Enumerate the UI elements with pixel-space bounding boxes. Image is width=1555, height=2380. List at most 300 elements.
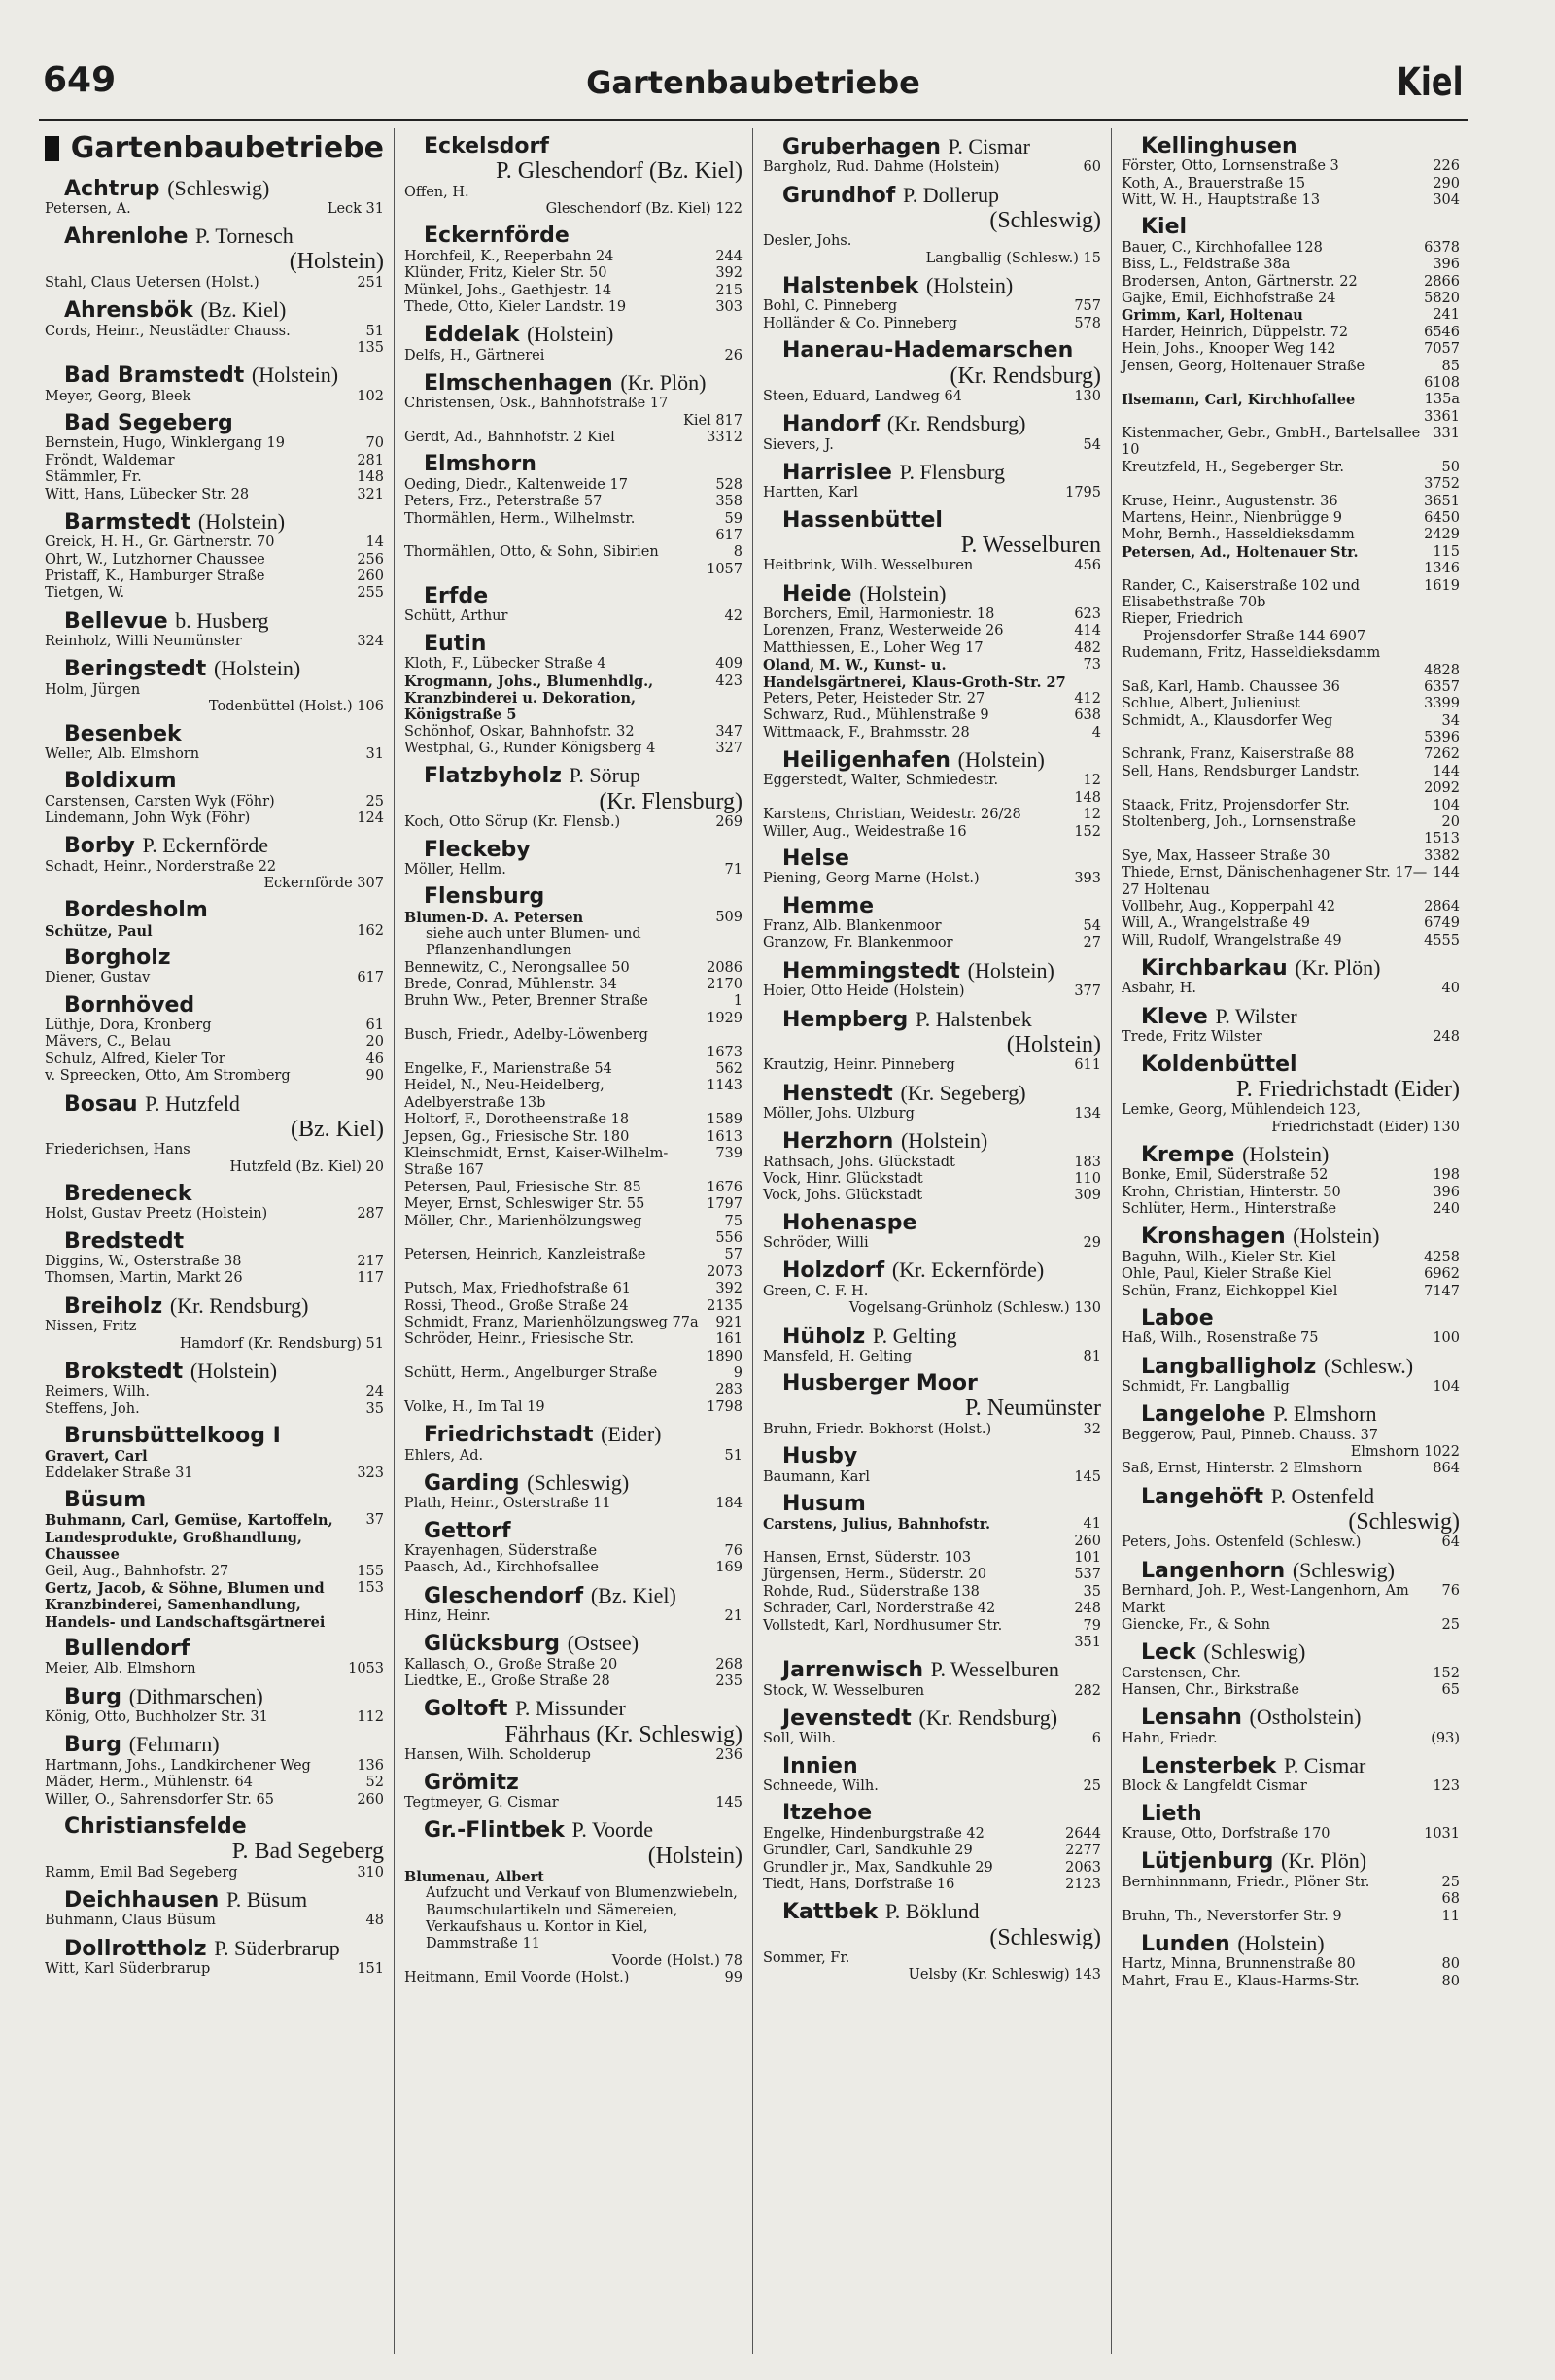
directory-entry [45,1564,384,1580]
entry-name: Lorenzen, Franz, Westerweide 26 [763,623,1004,639]
entry-phone: 35 [365,1400,384,1417]
entry-name: Sell, Hans, Rendsburger Landstr. [1122,763,1360,779]
directory-entry [763,316,1101,332]
entry-phone: 260 [357,1791,384,1808]
directory-entry [45,469,384,486]
entry-name: Mahrt, Frau E., Klaus-Harms-Str. [1122,1973,1360,1989]
entry-name: Rohde, Rud., Süderstraße 138 [763,1583,980,1600]
page-number: 649 [43,60,117,100]
directory-entry [763,1235,1101,1252]
entry-phone: 377 [1074,983,1101,1000]
entry-name: Sievers, J. [763,436,834,453]
directory-entry [45,1512,384,1563]
directory-entry [45,435,384,452]
entry-phone: 392 [715,1281,743,1297]
place-qualifier-line: (Holstein) [1006,1031,1101,1057]
entry-phone: 80 [1441,1973,1460,1989]
place-name: Deichhausen [64,1888,220,1914]
place-qualifier: (Ostsee) [567,1631,639,1656]
entry-phone: 104 [1433,797,1460,813]
entry-name: Schütt, Arthur [404,608,508,625]
entry-phone: 85 [1441,358,1460,374]
directory-entry [1122,1330,1460,1347]
entry-name: Krautzig, Heinr. Pinneberg [763,1057,955,1074]
place-qualifier: (Schlesw.) [1324,1353,1414,1378]
entry-phone: 423 [715,673,743,689]
entry-name: Geil, Aug., Bahnhofstr. 27 [45,1563,229,1579]
directory-entry [1122,899,1460,915]
place-name: Bad Bramstedt [64,363,245,389]
entry-name: Grundler jr., Max, Sandkuhle 29 [763,1859,993,1876]
entry-name: Möller, Johs. Ulzburg [763,1105,915,1121]
entry-phone: 148 [357,469,384,486]
entry-name: Desler, Johs. [763,233,852,250]
place-heading [64,297,384,323]
directory-entry [1122,1428,1460,1444]
directory-entry [1122,460,1460,476]
directory-entry [404,1869,743,1885]
directory-entry [763,558,1101,574]
entry-name: Baumann, Karl [763,1468,870,1485]
entry-name: Bohl, C. Pinneberg [763,298,898,315]
directory-entry [404,1214,743,1230]
directory-entry [45,1034,384,1051]
place-heading [64,1293,384,1319]
directory-entry [404,1747,743,1764]
entry-phone: 26 [724,347,743,363]
place-qualifier-line: (Schleswig) [989,1924,1101,1950]
entry-phone: 324 [357,634,384,650]
section-heading [45,132,384,166]
directory-entry [45,1052,384,1068]
column-3 [752,128,1111,2354]
entry-name: Kallasch, O., Große Straße 20 [404,1656,618,1673]
place-qualifier: (Schleswig) [167,175,270,200]
directory-entry [45,811,384,827]
entry-name: Lemke, Georg, Mühlendeich 123, [1122,1102,1361,1119]
entry-name: Schröder, Heinr., Friesische Str. [404,1331,634,1348]
entry-phone: 282 [1074,1682,1101,1699]
entry-phone: 2864 [1424,899,1460,914]
place-qualifier-line: P. Neumünster [965,1396,1101,1422]
entry-name: Rieper, Friedrich [1122,611,1244,628]
entry-phone: 304 [1433,192,1460,209]
entry-phone: 4555 [1424,932,1460,949]
entry-name: Schmidt, Franz, Marienhölzungsweg 77a [404,1314,699,1330]
place-heading [782,1324,1101,1349]
place-heading [424,1470,743,1496]
entry-phone: 331 [1433,426,1460,442]
place-name: Burg [64,1733,122,1758]
entry-name: Schmidt, Fr. Langballig [1122,1378,1290,1395]
directory-entry [763,807,1101,823]
entry-name: Biss, L., Feldstraße 38a [1122,257,1291,273]
place-name: Grundhof [782,183,896,208]
entry-name: Heitbrink, Wilh. Wesselburen [763,558,974,574]
entry-phone: 1143 [707,1078,743,1094]
entry-name: Eggerstedt, Walter, Schmiedestr. [763,773,999,789]
directory-entry [1122,1461,1460,1477]
directory-entry [763,1843,1101,1859]
place-name: Breiholz [64,1293,163,1319]
directory-entry [404,283,743,299]
directory-entry [1122,865,1460,899]
entry-phone: 8 [733,544,743,561]
entry-phone: 153 [357,1579,384,1596]
entry-name: Ohrt, W., Lutzhorner Chaussee [45,551,265,568]
place-heading [64,993,384,1018]
directory-entry [1122,1731,1460,1747]
place-qualifier: (Holstein) [957,747,1045,773]
place-heading [782,411,1101,436]
directory-entry [404,741,743,757]
entry-phone: 1676 [707,1179,743,1195]
entry-name: Tegtmeyer, G. Cismar [404,1794,559,1811]
entry-phone: 260 [357,568,384,584]
place-qualifier: (Kr. Segeberg) [900,1080,1026,1105]
entry-phone: 739 [715,1145,743,1161]
entry-phone: 226 [1433,158,1460,175]
entry-phone: 76 [724,1542,743,1559]
place-heading [64,1182,384,1206]
entry-phone: 54 [1083,436,1101,453]
entry-phone: 155 [357,1563,384,1579]
entry-name: Schrank, Franz, Kaiserstraße 88 [1122,746,1355,763]
entry-name: Lüthje, Dora, Kronberg [45,1018,212,1034]
entry-name: Schmidt, A., Klausdorfer Weg [1122,712,1333,729]
entry-phone: 578 [1074,315,1101,331]
directory-entry [404,1657,743,1673]
entry-name: Grimm, Karl, Holtenau [1122,307,1303,325]
place-qualifier: (Holstein) [197,508,286,534]
directory-entry [763,485,1101,501]
entry-name: Möller, Hellm. [404,861,506,878]
place-name: Hemme [782,893,875,918]
entry-name: Holtorf, F., Dorotheenstraße 18 [404,1112,630,1128]
entry-phone: 5820 [1424,290,1460,306]
entry-name: Volke, H., Im Tal 19 [404,1398,545,1415]
place-name: Elmschenhagen [424,371,613,397]
entry-continuation: Kiel 817 [683,412,743,429]
place-name: Kronshagen [1141,1224,1286,1250]
directory-entry [1122,1666,1460,1682]
entry-phone: 623 [1074,606,1101,623]
entry-name: König, Otto, Buchholzer Str. 31 [45,1709,268,1726]
entry-name: Bernstein, Hugo, Winklergang 19 [45,435,285,452]
place-name: Kirchbarkau [1141,956,1288,982]
entry-phone: 102 [357,388,384,404]
place-qualifier: P. Süderbrarup [214,1935,340,1960]
entry-continuation: Elmshorn 1022 [1350,1444,1460,1461]
entry-continuation: Uelsby (Kr. Schleswig) 143 [908,1967,1101,1983]
place-qualifier: P. Eckernförde [142,833,269,858]
directory-entry [45,324,384,340]
entry-phone: 12 [1083,807,1101,823]
place-heading [64,1936,384,1961]
entry-phone [1454,1102,1460,1119]
place-qualifier: (Bz. Kiel) [590,1582,676,1607]
entry-name: Will, Rudolf, Wrangelstraße 49 [1122,932,1342,949]
entry-name: Putsch, Max, Friedhofstraße 61 [404,1281,632,1297]
directory-entry [404,494,743,510]
place-qualifier-line: P. Bad Segeberg [231,1839,384,1865]
directory-entry [763,1618,1101,1635]
entry-name: Tietgen, W. [45,585,125,602]
entry-name: Christensen, Osk., Bahnhofstraße 17 [404,396,669,412]
entry-name: Sye, Max, Hasseer Straße 30 [1122,847,1330,864]
place-name: Husby [782,1444,858,1469]
place-heading [1141,1401,1460,1427]
entry-phone: 100 [1433,1330,1460,1347]
place-name: Heide [782,581,852,606]
place-name: Harrislee [782,461,892,485]
entry-phone: 509 [715,909,743,925]
directory-entry [404,1281,743,1297]
entry-name: Harder, Heinrich, Düppelstr. 72 [1122,324,1349,340]
entry-phone: 75 [724,1213,743,1229]
entry-phone: 864 [1433,1461,1460,1477]
directory-entry [1122,746,1460,763]
entry-phone: 240 [1433,1201,1460,1218]
directory-entry [1122,527,1460,543]
place-qualifier: (Holstein) [859,580,947,605]
directory-entry [404,1180,743,1196]
entry-name: Mansfeld, H. Gelting [763,1348,913,1364]
directory-entry [1122,578,1460,612]
place-name: Langenhorn [1141,1558,1286,1583]
entry-name: Buhmann, Claus Büsum [45,1913,216,1929]
place-name: Itzehoe [782,1801,873,1826]
place-name: Lensahn [1141,1706,1242,1731]
entry-name: Meyer, Ernst, Schleswiger Str. 55 [404,1196,645,1213]
directory-entry [45,1206,384,1223]
directory-entry [45,1270,384,1287]
directory-entry [404,348,743,364]
entry-phone: 104 [1433,1378,1460,1395]
entry-name: Greick, H. H., Gr. Gärtnerstr. 70 [45,535,275,551]
entry-name: Witt, Karl Süderbrarup [45,1961,211,1977]
entry-name: Hansen, Wilh. Scholderup [404,1747,591,1764]
directory-entry [404,724,743,741]
entry-phone: 248 [1074,1601,1101,1617]
entry-phone: 76 [1441,1583,1460,1600]
entry-phone: 115 [1433,543,1460,560]
directory-entry [763,159,1101,176]
directory-entry [763,918,1101,935]
entry-name: Martens, Heinr., Nienbrügge 9 [1122,510,1342,527]
place-qualifier: P. Tornesch [195,224,294,249]
entry-name: Kistenmacher, Gebr., GmbH., Bartelsallee 10 [1122,426,1421,459]
entry-name: Hartten, Karl [763,485,859,501]
directory-entry [45,1758,384,1775]
directory-entry [1122,814,1460,831]
place-name: Lensterbek [1141,1754,1277,1779]
directory-entry [1122,933,1460,949]
entry-phone: 51 [365,323,384,339]
directory-entry [404,430,743,446]
entry-name: Hansen, Ernst, Süderstr. 103 [763,1550,972,1567]
entry-name: Willer, Aug., Weidestraße 16 [763,823,967,840]
entry-name: Lindemann, John Wyk (Föhr) [45,810,251,826]
section-marker-icon [45,136,59,161]
entry-phone: (93) [1431,1730,1460,1746]
place-heading [424,838,743,862]
place-qualifier: b. Husberg [175,607,269,633]
place-name: Husum [782,1491,866,1516]
place-name: Innien [782,1753,858,1778]
entry-name: Karstens, Christian, Weidestr. 26/28 [763,807,1021,823]
entry-name: Schwarz, Rud., Mühlenstraße 9 [763,707,989,724]
entry-name: Nissen, Fritz [45,1319,137,1335]
entry-name: Klünder, Fritz, Kieler Str. 50 [404,265,607,282]
entry-phone: 638 [1074,707,1101,724]
entry-phone: 303 [715,298,743,315]
entry-continuation: 148 [1074,789,1101,806]
place-heading [1141,1705,1460,1730]
entry-phone: 2123 [1065,1876,1101,1892]
directory-entry [404,1673,743,1690]
place-heading [1141,1142,1460,1167]
entry-phone: 32 [1083,1421,1101,1437]
entry-name: v. Spreecken, Otto, Am Stromberg [45,1068,291,1085]
entry-phone: 1031 [1424,1826,1460,1843]
entry-phone: 215 [715,282,743,298]
directory-entry [763,983,1101,1000]
entry-name: Engelke, F., Marienstraße 54 [404,1061,612,1078]
entry-phone: 3651 [1424,493,1460,509]
directory-entry [1122,325,1460,341]
place-qualifier: (Holstein) [900,1128,988,1154]
place-qualifier: (Schleswig) [1292,1557,1395,1582]
entry-phone: 7057 [1424,341,1460,358]
place-heading [782,1899,1101,1924]
entry-continuation: Eckernförde 307 [263,875,384,891]
place-qualifier: P. Voorde [571,1817,654,1843]
place-name: Eddelak [424,323,520,348]
directory-entry [1122,1826,1460,1843]
entry-name: Holst, Gustav Preetz (Holstein) [45,1206,268,1223]
entry-name: Kleinschmidt, Ernst, Kaiser-Wilhelm-Straße 167 [404,1145,669,1179]
entry-name: Krogmann, Johs., Blumenhdlg., Kranzbinderei u. Dekoration, Königstraße 5 [404,673,654,724]
entry-phone: 392 [715,265,743,282]
entry-name: Petersen, A. [45,200,131,217]
place-qualifier: P. Cismar [948,134,1030,158]
place-name: Langelohe [1141,1402,1266,1428]
entry-continuation: Hutzfeld (Bz. Kiel) 20 [229,1158,384,1175]
directory-entry [45,1401,384,1418]
directory-entry [1122,192,1460,209]
directory-entry [45,453,384,469]
directory-entry [404,608,743,625]
entry-name: Schün, Franz, Eichkoppel Kiel [1122,1283,1338,1299]
place-name: Koldenbüttel [1141,1052,1297,1077]
entry-phone: 161 [715,1331,743,1348]
place-heading [64,1684,384,1709]
place-name: Krempe [1141,1143,1235,1168]
entry-name: Paasch, Ad., Kirchhofsallee [404,1560,599,1576]
directory-entry [1122,1583,1460,1617]
entry-name: Rathsach, Johs. Glückstadt [763,1154,955,1170]
entry-phone: 110 [1074,1170,1101,1187]
entry-name: Ilsemann, Carl, Kirchhofallee [1122,392,1356,409]
place-name: Bornhöved [64,992,195,1018]
entry-name: Carstens, Julius, Bahnhofstr. [763,1516,991,1534]
directory-entry [1122,764,1460,780]
directory-entry [763,1422,1101,1438]
directory-entry [763,1469,1101,1486]
place-heading [782,1128,1101,1154]
place-qualifier-line: P. Gleschendorf (Bz. Kiel) [496,158,743,185]
entry-name: Matthiessen, E., Loher Weg 17 [763,639,984,656]
entry-phone: 6450 [1424,510,1460,527]
directory-entry [763,1731,1101,1747]
place-heading [782,581,1101,606]
entry-phone: 101 [1074,1550,1101,1567]
entry-phone: 27 [1083,935,1101,951]
directory-entry [763,389,1101,405]
entry-phone: 20 [1441,814,1460,831]
entry-continuation: 1513 [1424,831,1460,847]
place-name: Henstedt [782,1081,893,1106]
entry-name: Kreutzfeld, H., Segeberger Str. [1122,459,1344,475]
directory-entry [763,707,1101,724]
directory-entry [404,1365,743,1382]
directory-entry [763,1349,1101,1365]
place-qualifier: (Holstein) [1242,1142,1330,1167]
place-heading [782,1444,1101,1468]
directory-entry [763,773,1101,789]
place-qualifier-line: P. Wesselburen [960,532,1101,558]
place-name: Herzhorn [782,1129,894,1155]
entry-name: Thormählen, Herm., Wilhelmstr. [404,510,636,527]
entry-phone [1454,1428,1460,1444]
place-qualifier-line: (Holstein) [289,249,384,275]
entry-name: Reimers, Wilh. [45,1384,150,1400]
place-name: Friedrichstadt [424,1423,594,1448]
place-qualifier-line: P. Friedrichstadt (Eider) [1236,1076,1460,1102]
entry-phone: 310 [357,1864,384,1880]
place-heading [782,460,1101,485]
entry-phone: 482 [1074,639,1101,656]
entry-phone: 183 [1074,1154,1101,1170]
entry-phone: 1795 [1065,485,1101,501]
place-heading [1141,1753,1460,1778]
directory-entry [45,923,384,940]
entry-continuation: 1057 [707,561,743,577]
place-heading [782,1211,1101,1235]
entry-phone: 48 [365,1913,384,1929]
directory-entry [404,511,743,528]
directory-entry [1122,1102,1460,1119]
entry-name: Granzow, Fr. Blankenmoor [763,935,953,951]
entry-phone: 3399 [1424,696,1460,712]
entry-name: Meier, Alb. Elmshorn [45,1661,196,1677]
place-name: Bad Segeberg [64,411,233,436]
entry-phone: 40 [1441,981,1460,997]
entry-name: Stahl, Claus Uetersen (Holst.) [45,274,259,291]
entry-continuation: Todenbüttel (Holst.) 106 [208,699,384,715]
place-name: Lütjenburg [1141,1849,1274,1875]
directory-entry [404,1298,743,1315]
entry-phone: 152 [1433,1665,1460,1681]
place-qualifier: (Holstein) [1293,1224,1380,1249]
entry-phone: 1053 [348,1661,384,1677]
directory-entry [404,1795,743,1811]
place-heading [424,1696,743,1721]
directory-entry [404,656,743,673]
place-name: Holzdorf [782,1259,885,1284]
directory-entry [763,1171,1101,1188]
